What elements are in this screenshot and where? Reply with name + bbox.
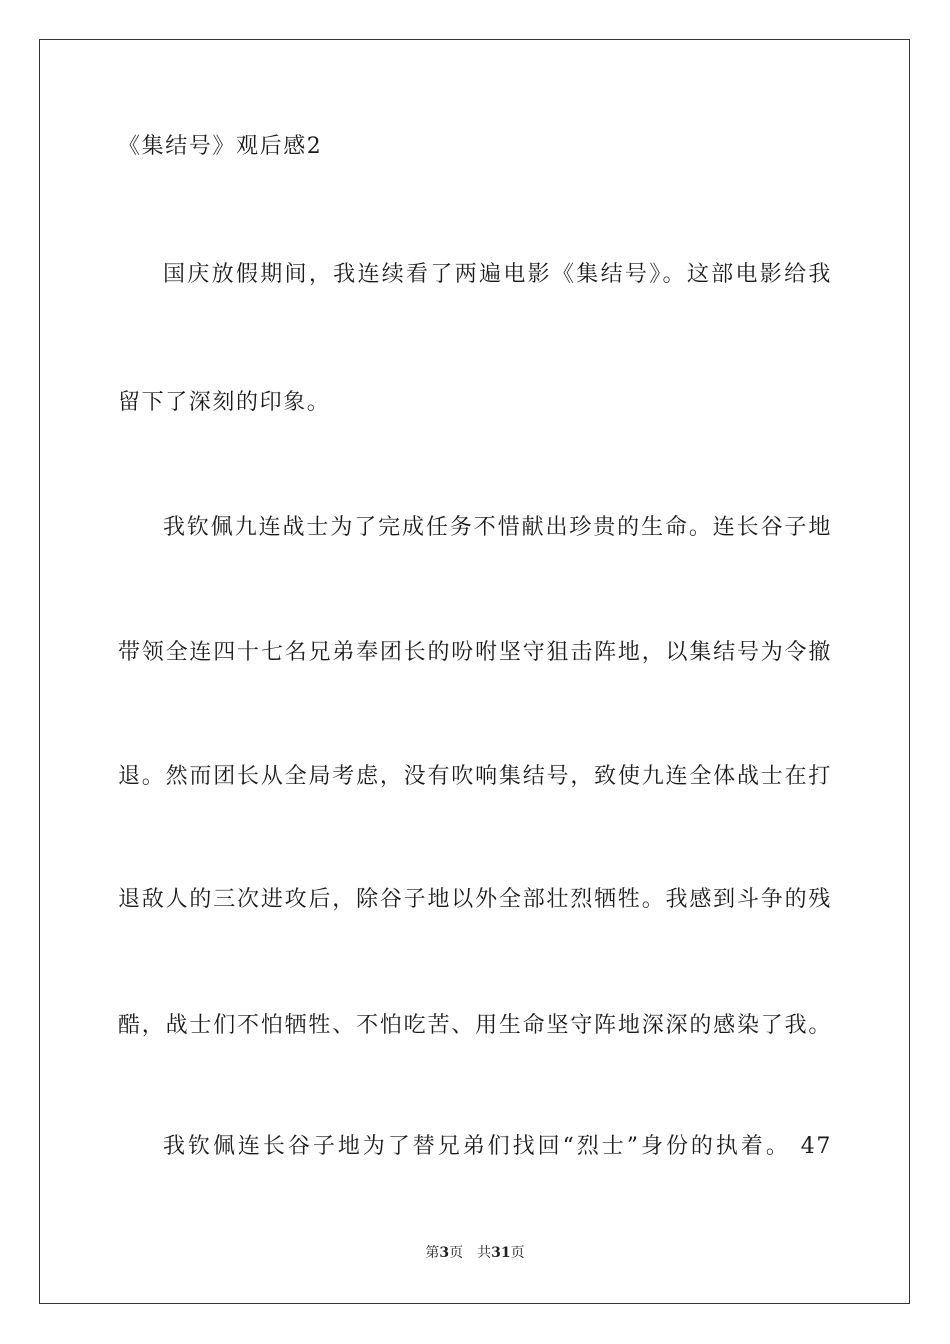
footer-total-prefix: 共 <box>477 1245 492 1261</box>
paragraph-2-line-5: 酷，战士们不怕牺牲、不怕吃苦、用生命坚守阵地深深的感染了我。 <box>118 1013 832 1038</box>
paragraph-2-line-3: 退。然而团长从全局考虑，没有吹响集结号，致使九连全体战士在打 <box>118 764 832 789</box>
paragraph-1-line-2: 留下了深刻的印象。 <box>118 390 331 415</box>
paragraph-2-line-2: 带领全连四十七名兄弟奉团长的吩咐坚守狙击阵地，以集结号为令撤 <box>118 640 832 665</box>
footer-page-prefix: 第 <box>425 1245 440 1261</box>
page-border <box>39 39 910 1304</box>
footer-total-pages: 31 <box>491 1245 511 1261</box>
paragraph-2-line-1: 我钦佩九连战士为了完成任务不惜献出珍贵的生命。连长谷子地 <box>163 515 832 540</box>
footer-page-suffix: 页 <box>449 1245 464 1261</box>
footer-total-suffix: 页 <box>510 1245 525 1261</box>
footer-page-number: 3 <box>439 1245 450 1261</box>
paragraph-3-line-1: 我钦佩连长谷子地为了替兄弟们找回“烈士”身份的执着。 47 <box>163 1134 832 1159</box>
document-title: 《集结号》观后感2 <box>118 134 323 159</box>
page-footer <box>0 1244 950 1262</box>
paragraph-2-line-4: 退敌人的三次进攻后，除谷子地以外全部壮烈牺牲。我感到斗争的残 <box>118 887 832 912</box>
paragraph-1-line-1: 国庆放假期间，我连续看了两遍电影《集结号》。这部电影给我 <box>163 262 832 287</box>
